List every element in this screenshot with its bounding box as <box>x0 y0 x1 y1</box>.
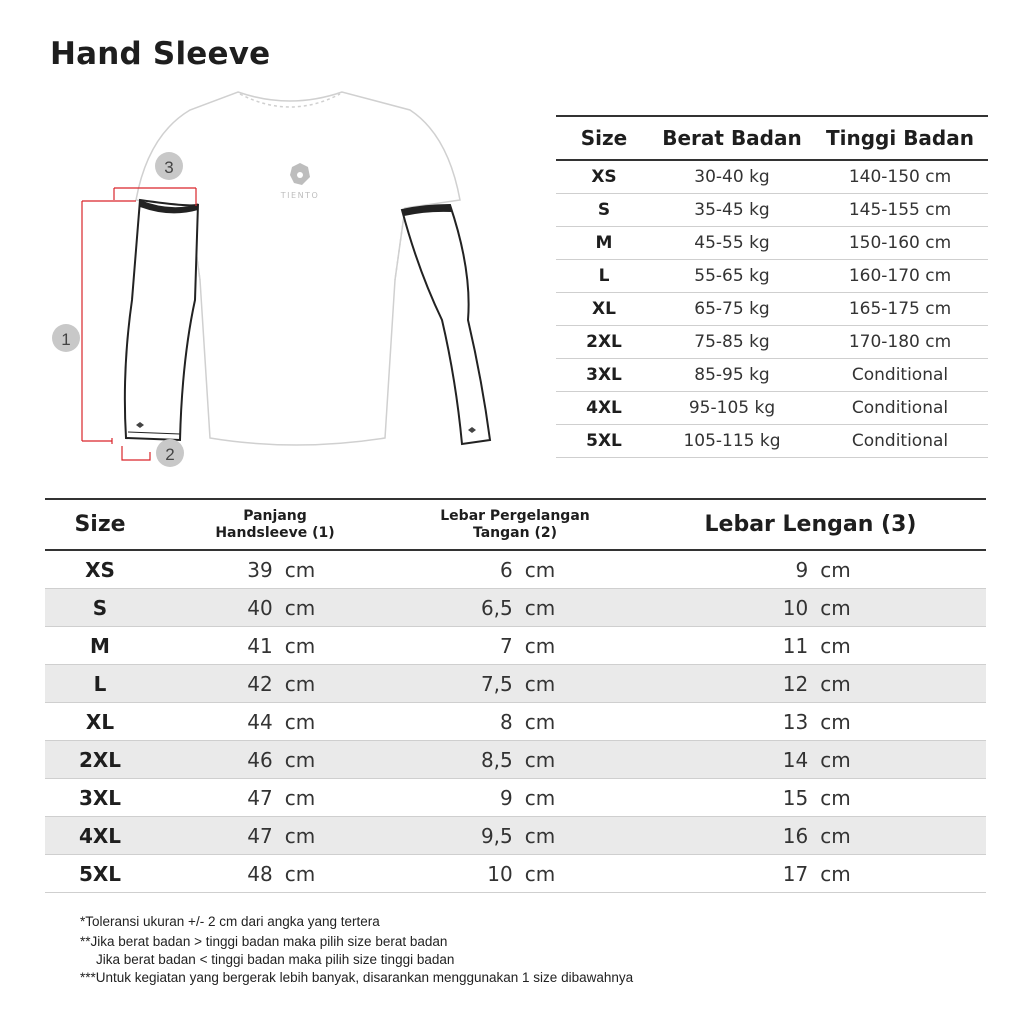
wrist-value: 7,5 <box>480 671 513 696</box>
size-cell: XL <box>45 703 155 741</box>
wrist-value: 10 <box>487 861 513 886</box>
unit-label: cm <box>820 747 851 772</box>
size-cell: XL <box>556 293 652 326</box>
table-row <box>556 392 988 425</box>
size-cell: L <box>45 665 155 703</box>
length-cell <box>155 703 395 741</box>
size-cell: XS <box>45 550 155 589</box>
wrist-value: 8 <box>500 709 513 734</box>
page-title: Hand Sleeve <box>50 36 271 72</box>
size-cell: 3XL <box>45 779 155 817</box>
size-cell: 4XL <box>556 392 652 425</box>
length-value: 47 <box>247 823 273 848</box>
weight-cell: 105-115 kg <box>652 425 812 458</box>
table-row <box>45 550 986 589</box>
unit-label: cm <box>820 633 851 658</box>
wrist-cell <box>395 779 635 817</box>
body-size-table <box>556 115 988 458</box>
arm-value: 17 <box>782 861 809 886</box>
col-size: Size <box>45 499 155 550</box>
weight-cell: 65-75 kg <box>652 293 812 326</box>
size-cell: 5XL <box>45 855 155 893</box>
length-cell <box>155 665 395 703</box>
arm-cell <box>635 817 986 855</box>
table-row <box>556 359 988 392</box>
wrist-cell <box>395 665 635 703</box>
table-row <box>45 703 986 741</box>
marker-2 <box>156 439 184 467</box>
note-1: *Toleransi ukuran +/- 2 cm dari angka yang tertera <box>80 914 380 929</box>
arm-cell <box>635 550 986 589</box>
length-cell <box>155 550 395 589</box>
arm-cell <box>635 589 986 627</box>
table-row <box>556 160 988 194</box>
marker-1 <box>52 324 80 352</box>
height-cell: 145-155 cm <box>812 194 988 227</box>
arm-cell <box>635 627 986 665</box>
size-cell: 4XL <box>45 817 155 855</box>
left-sleeve <box>125 200 198 440</box>
wrist-value: 6 <box>500 557 513 582</box>
table-row <box>45 627 986 665</box>
body-table-header <box>556 116 988 160</box>
height-cell: 170-180 cm <box>812 326 988 359</box>
col-arm: Lebar Lengan (3) <box>635 499 986 550</box>
table-row <box>45 855 986 893</box>
size-cell: 5XL <box>556 425 652 458</box>
wrist-value: 9,5 <box>480 823 513 848</box>
arm-value: 16 <box>782 823 809 848</box>
height-cell: 165-175 cm <box>812 293 988 326</box>
weight-cell: 45-55 kg <box>652 227 812 260</box>
sleeve-table-body <box>45 550 986 893</box>
col-height: Tinggi Badan <box>812 116 988 160</box>
unit-label: cm <box>524 557 556 582</box>
size-cell: 2XL <box>556 326 652 359</box>
unit-label: cm <box>820 557 851 582</box>
weight-cell: 95-105 kg <box>652 392 812 425</box>
height-cell: 160-170 cm <box>812 260 988 293</box>
brand-logo-icon <box>290 163 310 185</box>
unit-label: cm <box>820 861 851 886</box>
col-wrist-line2: Tangan (2) <box>472 524 557 541</box>
right-sleeve <box>402 205 490 444</box>
size-cell: M <box>556 227 652 260</box>
unit-label: cm <box>524 747 556 772</box>
arm-cell <box>635 703 986 741</box>
col-wrist <box>395 499 635 550</box>
col-weight: Berat Badan <box>652 116 812 160</box>
wrist-cell <box>395 817 635 855</box>
svg-text:1: 1 <box>61 330 71 349</box>
size-cell: M <box>45 627 155 665</box>
height-cell: Conditional <box>812 392 988 425</box>
arm-value: 15 <box>782 785 809 810</box>
table-row <box>45 779 986 817</box>
arm-cell <box>635 855 986 893</box>
table-row <box>45 741 986 779</box>
weight-cell: 55-65 kg <box>652 260 812 293</box>
length-cell <box>155 817 395 855</box>
length-value: 40 <box>247 595 273 620</box>
arm-cell <box>635 665 986 703</box>
length-value: 42 <box>247 671 273 696</box>
table-row <box>556 326 988 359</box>
unit-label: cm <box>284 671 316 696</box>
unit-label: cm <box>284 861 316 886</box>
length-cell <box>155 627 395 665</box>
length-value: 48 <box>247 861 273 886</box>
table-row <box>45 665 986 703</box>
note-2: **Jika berat badan > tinggi badan maka pilih size berat badan <box>80 934 448 949</box>
col-length-line2: Handsleeve (1) <box>215 524 335 541</box>
unit-label: cm <box>820 671 851 696</box>
wrist-cell <box>395 589 635 627</box>
col-wrist-line1: Lebar Pergelangan <box>440 508 590 525</box>
notes <box>80 912 633 988</box>
unit-label: cm <box>524 709 556 734</box>
weight-cell: 35-45 kg <box>652 194 812 227</box>
weight-cell: 30-40 kg <box>652 160 812 194</box>
table-row <box>556 227 988 260</box>
arm-cell <box>635 741 986 779</box>
size-cell: 3XL <box>556 359 652 392</box>
weight-cell: 75-85 kg <box>652 326 812 359</box>
wrist-cell <box>395 627 635 665</box>
note-3: ***Untuk kegiatan yang bergerak lebih banyak, disarankan menggunakan 1 size dibawahnya <box>80 970 634 985</box>
arm-value: 14 <box>782 747 809 772</box>
length-cell <box>155 589 395 627</box>
unit-label: cm <box>820 785 851 810</box>
wrist-value: 7 <box>500 633 513 658</box>
wrist-value: 8,5 <box>480 747 513 772</box>
brand-text: TIENTO <box>280 191 320 200</box>
length-value: 41 <box>247 633 273 658</box>
size-cell: L <box>556 260 652 293</box>
sleeve-size-table <box>45 498 986 893</box>
col-length-line1: Panjang <box>243 508 307 525</box>
table-row <box>556 260 988 293</box>
unit-label: cm <box>820 709 851 734</box>
length-cell <box>155 779 395 817</box>
unit-label: cm <box>524 671 556 696</box>
col-length <box>155 499 395 550</box>
note-2b: Jika berat badan < tinggi badan maka pilih size tinggi badan <box>96 952 455 967</box>
sleeve-table-header <box>45 499 986 550</box>
wrist-cell <box>395 550 635 589</box>
weight-cell: 85-95 kg <box>652 359 812 392</box>
unit-label: cm <box>524 785 556 810</box>
unit-label: cm <box>820 595 851 620</box>
arm-value: 11 <box>782 633 809 658</box>
arm-value: 10 <box>782 595 809 620</box>
table-row <box>556 194 988 227</box>
height-cell: 150-160 cm <box>812 227 988 260</box>
unit-label: cm <box>284 557 316 582</box>
unit-label: cm <box>284 747 316 772</box>
length-value: 46 <box>247 747 273 772</box>
arm-value: 12 <box>782 671 809 696</box>
svg-text:3: 3 <box>164 158 174 177</box>
unit-label: cm <box>284 633 316 658</box>
shirt-illustration <box>40 80 520 480</box>
length-cell <box>155 855 395 893</box>
unit-label: cm <box>284 709 316 734</box>
unit-label: cm <box>284 595 316 620</box>
table-row <box>556 293 988 326</box>
marker-3 <box>155 152 183 180</box>
unit-label: cm <box>284 785 316 810</box>
arm-value: 13 <box>782 709 809 734</box>
size-cell: S <box>556 194 652 227</box>
unit-label: cm <box>524 595 556 620</box>
unit-label: cm <box>524 633 556 658</box>
svg-text:2: 2 <box>165 445 175 464</box>
length-cell <box>155 741 395 779</box>
col-size: Size <box>556 116 652 160</box>
size-cell: 2XL <box>45 741 155 779</box>
length-value: 39 <box>247 557 273 582</box>
unit-label: cm <box>524 861 556 886</box>
table-row <box>45 589 986 627</box>
table-row <box>45 817 986 855</box>
arm-value: 9 <box>795 557 809 582</box>
wrist-cell <box>395 741 635 779</box>
unit-label: cm <box>820 823 851 848</box>
arm-cell <box>635 779 986 817</box>
height-cell: Conditional <box>812 425 988 458</box>
wrist-cell <box>395 703 635 741</box>
wrist-value: 6,5 <box>480 595 513 620</box>
height-cell: Conditional <box>812 359 988 392</box>
wrist-cell <box>395 855 635 893</box>
length-value: 44 <box>247 709 273 734</box>
size-cell: S <box>45 589 155 627</box>
unit-label: cm <box>284 823 316 848</box>
table-row <box>556 425 988 458</box>
size-cell: XS <box>556 160 652 194</box>
height-cell: 140-150 cm <box>812 160 988 194</box>
length-value: 47 <box>247 785 273 810</box>
wrist-value: 9 <box>500 785 513 810</box>
unit-label: cm <box>524 823 556 848</box>
